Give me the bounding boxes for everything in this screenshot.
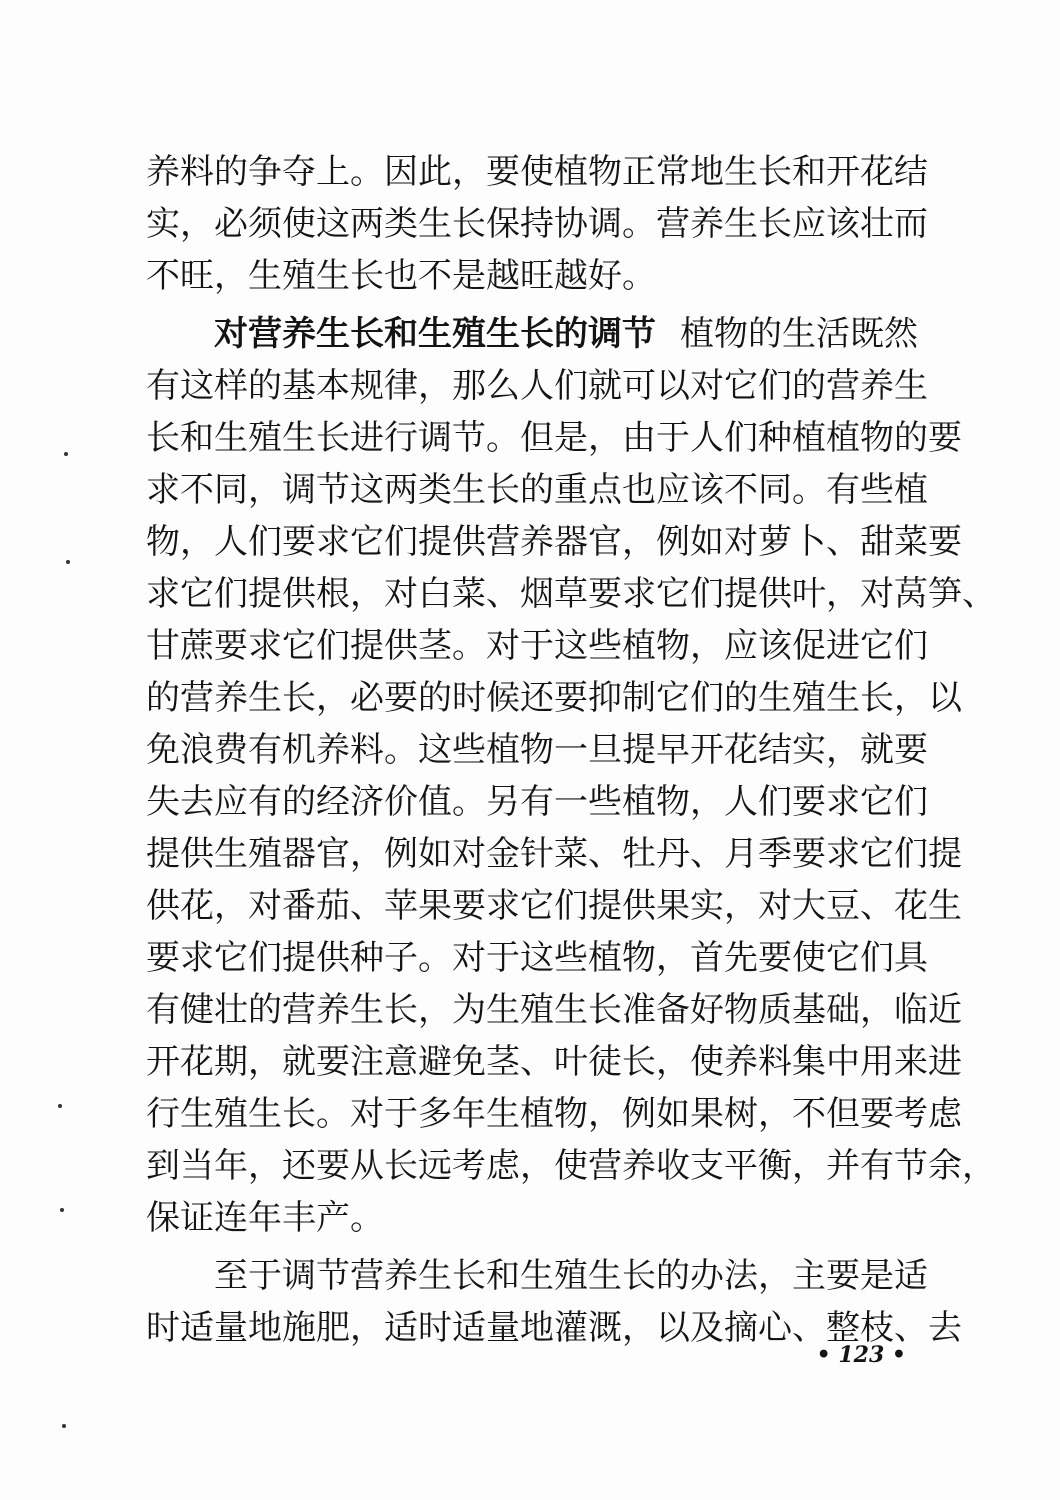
text-line: 行生殖生长。对于多年生植物，例如果树，不但要考虑 — [146, 1094, 962, 1134]
section-heading: 对营养生长和生殖生长的调节 — [214, 314, 656, 354]
text-line: 提供生殖器官，例如对金针菜、牡丹、月季要求它们提 — [146, 834, 962, 874]
heading-line-rest: 植物的生活既然 — [680, 314, 918, 354]
text-line: 免浪费有机养料。这些植物一旦提早开花结实，就要 — [146, 730, 928, 770]
text-line: 养料的争夺上。因此，要使植物正常地生长和开花结 — [146, 152, 928, 192]
text-line: 求它们提供根，对白菜、烟草要求它们提供叶，对莴笋、 — [146, 574, 996, 614]
text-line: 要求它们提供种子。对于这些植物，首先要使它们具 — [146, 938, 928, 978]
text-line: 的营养生长，必要的时候还要抑制它们的生殖生长，以 — [146, 678, 962, 718]
text-line: 求不同，调节这两类生长的重点也应该不同。有些植 — [146, 470, 928, 510]
text-line: 时适量地施肥，适时适量地灌溉，以及摘心、整枝、去 — [146, 1308, 962, 1348]
text-line: 失去应有的经济价值。另有一些植物，人们要求它们 — [146, 782, 928, 822]
text-line: 物，人们要求它们提供营养器官，例如对萝卜、甜菜要 — [146, 522, 962, 562]
page-number: • 123 • — [816, 1342, 906, 1368]
scan-speck — [58, 1104, 62, 1108]
text-line — [146, 308, 918, 360]
scan-speck — [66, 560, 70, 564]
text-line: 开花期，就要注意避免茎、叶徒长，使养料集中用来进 — [146, 1042, 962, 1082]
text-line: 保证连年丰产。 — [146, 1198, 384, 1238]
text-line: 有这样的基本规律，那么人们就可以对它们的营养生 — [146, 366, 928, 406]
text-line: 实，必须使这两类生长保持协调。营养生长应该壮而 — [146, 204, 928, 244]
text-line: 供花，对番茄、苹果要求它们提供果实，对大豆、花生 — [146, 886, 962, 926]
text-line: 到当年，还要从长远考虑，使营养收支平衡，并有节余， — [146, 1146, 996, 1186]
text-line: 有健壮的营养生长，为生殖生长准备好物质基础，临近 — [146, 990, 962, 1030]
scan-speck — [64, 452, 68, 456]
text-line: 长和生殖生长进行调节。但是，由于人们种植植物的要 — [146, 418, 962, 458]
scan-speck — [60, 1208, 64, 1212]
text-line: 甘蔗要求它们提供茎。对于这些植物，应该促进它们 — [146, 626, 928, 666]
text-line: 不旺，生殖生长也不是越旺越好。 — [146, 256, 656, 296]
body-text — [146, 146, 996, 1354]
scan-speck — [62, 1424, 66, 1428]
text-line: 至于调节营养生长和生殖生长的办法，主要是适 — [214, 1256, 928, 1296]
